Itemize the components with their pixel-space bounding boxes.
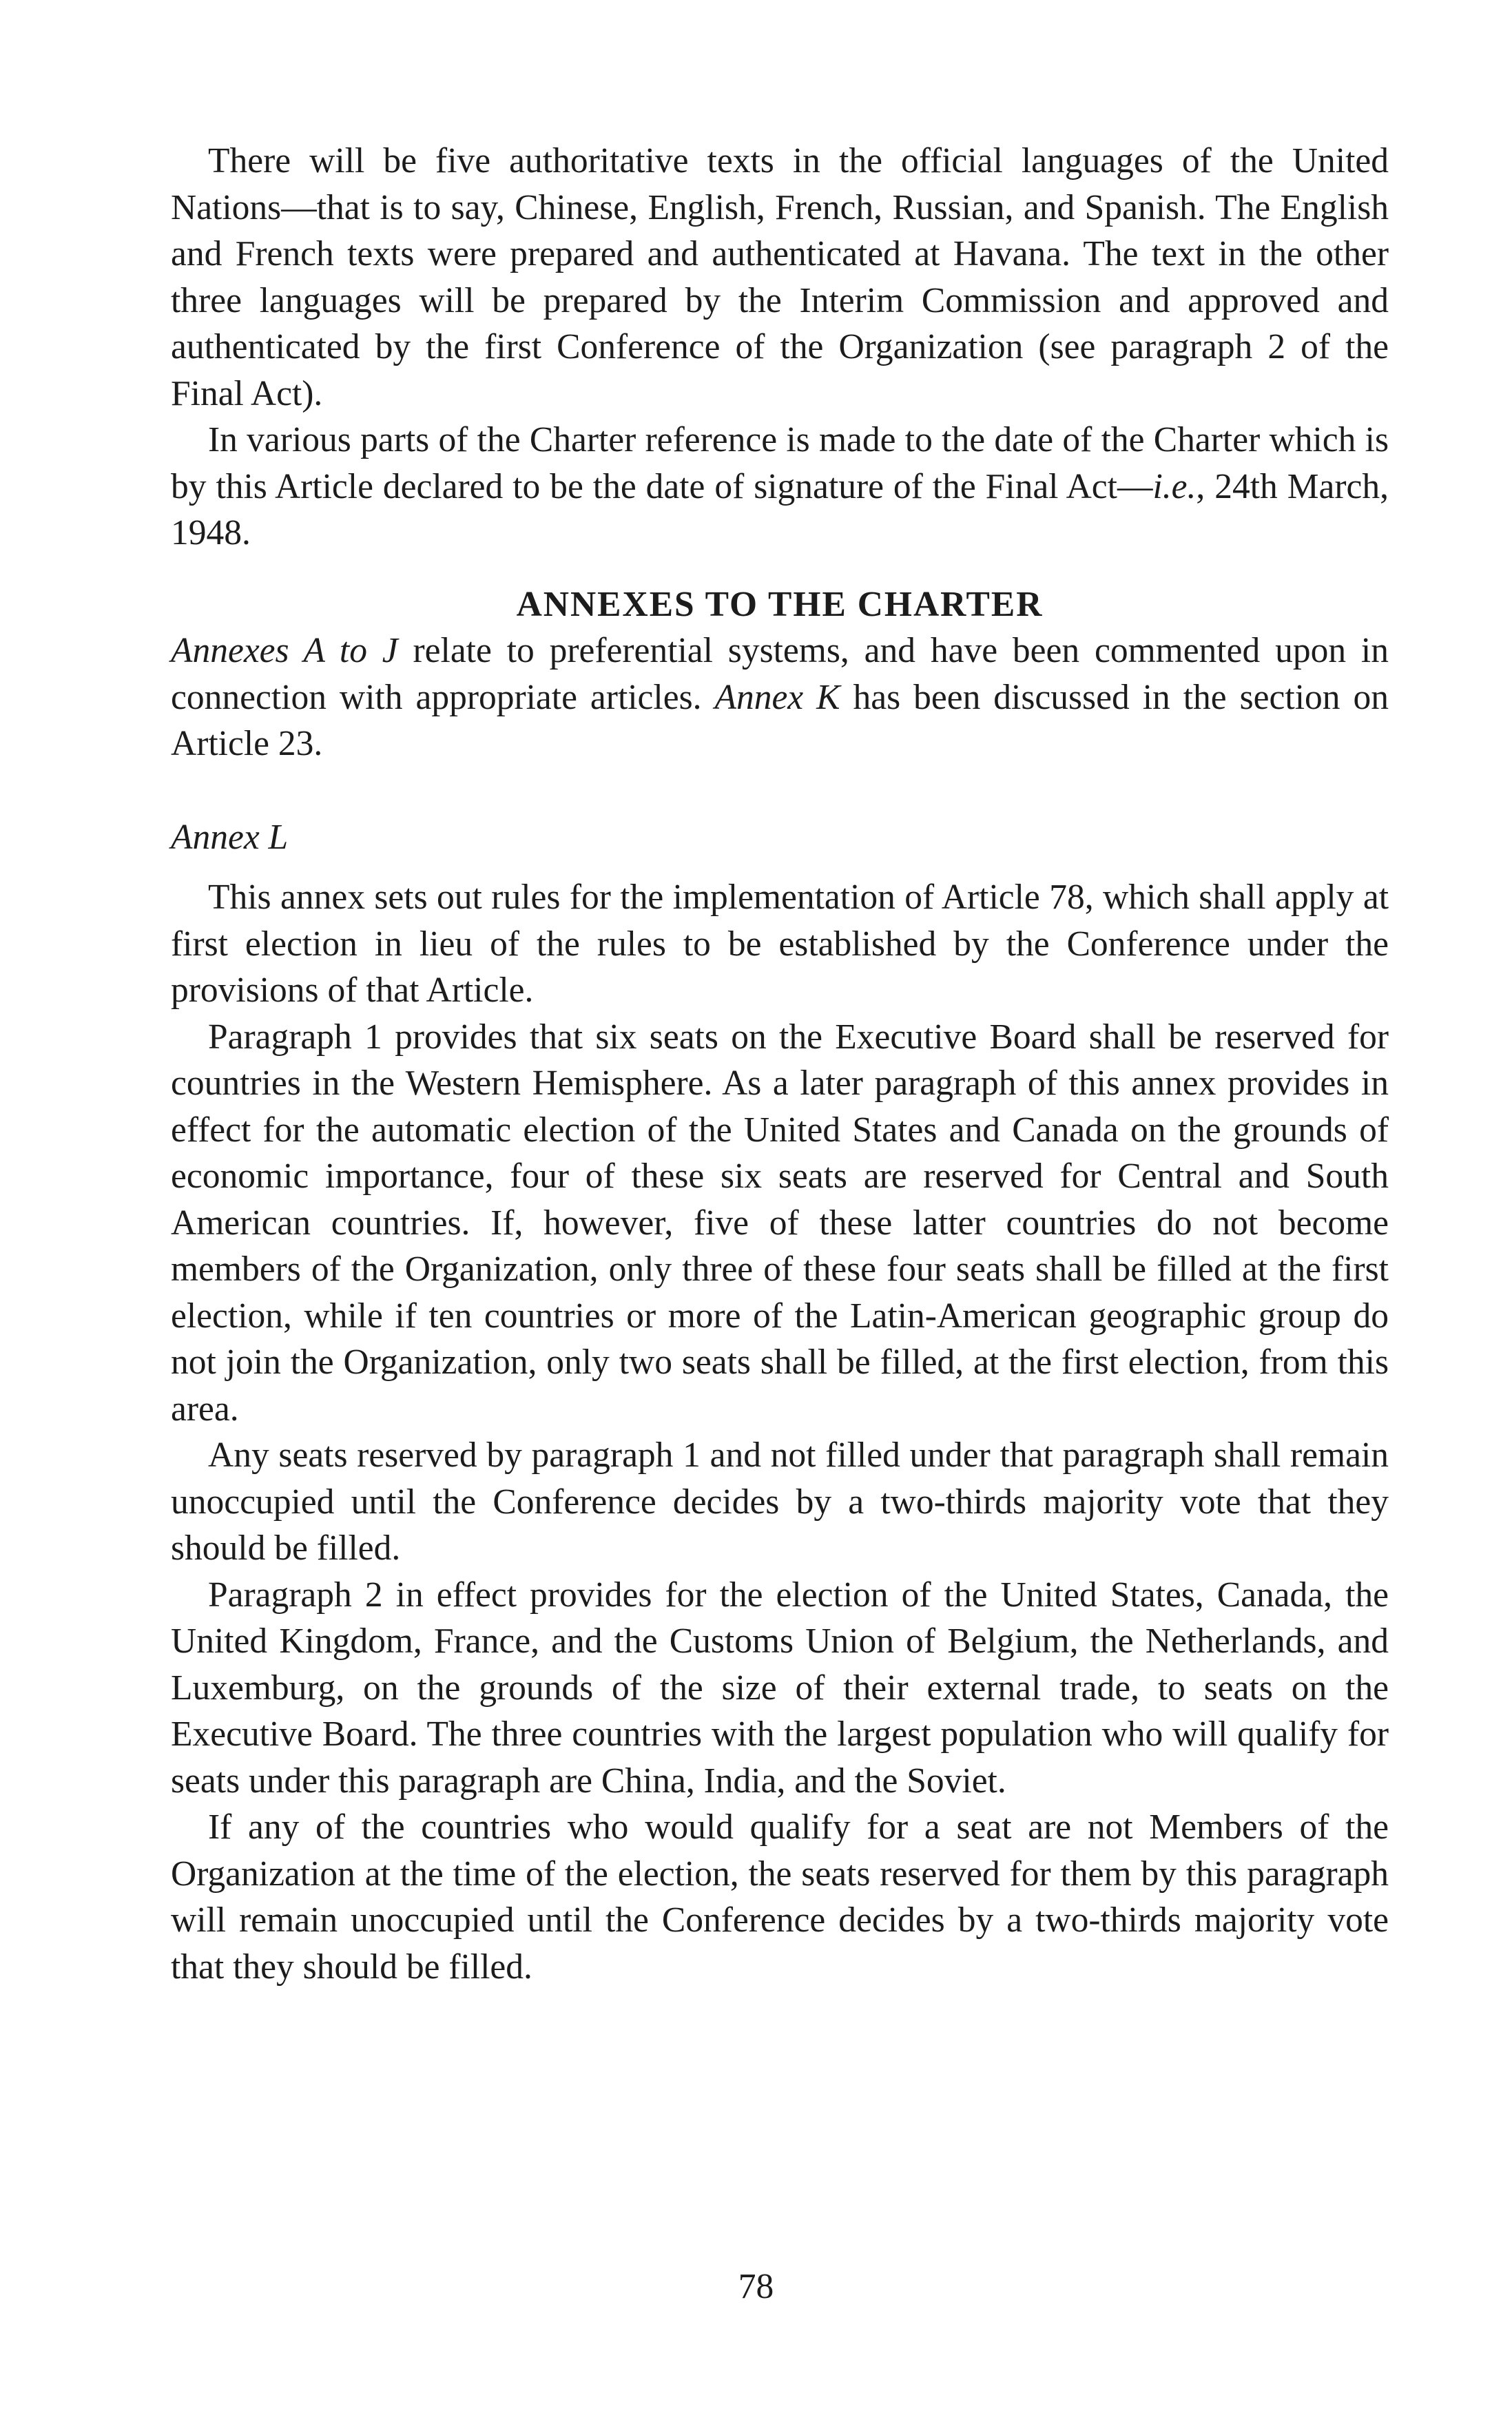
annex-k-label: Annex K (714, 677, 840, 717)
annex-l-heading: Annex L (171, 817, 289, 857)
paragraph-annex-l-western-hemisphere: Paragraph 1 provides that six seats on the Executive Board shall be reserved for countries in the Western Hemisphere. As a later paragraph of this annex provides in effect for the automatic election of the United States and Canada on the grounds of economic importance, four of these six seats are reserved for Central and South American countries. If, however, five of these latter countries do not become members of the Organization, only three of these four seats shall be filled at the first election, while if ten countries or more of the Latin-American geographic group do not join the Organization, only two seats shall be filled, at the first election, from this area. (171, 1017, 1389, 1429)
annexes-para-middle: relate to preferential systems, and have been commented upon in connection with appropriate articles. (171, 631, 1389, 717)
paragraph-charter-date-text: In various parts of the Charter reference is made to the date of the Charter which is by this Article declared to be the date of signature of the Final Act— (171, 420, 1389, 506)
paragraph-authoritative-texts: There will be five authoritative texts in the official languages of the United Nations—that is to say, Chinese, English, French, Russian, and Spanish. The English and French texts were prepared and authenticated at Havana. The text in the other three languages will be prepared by the Interim Commission and approved and authenticated by the first Conference of the Organization (see paragraph 2 of the Final Act). (171, 141, 1389, 413)
ie-abbreviation: i.e. (1152, 466, 1197, 506)
paragraph-annex-l-intro: This annex sets out rules for the implementation of Article 78, which shall apply at first election in lieu of the rules to be established by the Conference under the provisions of that Article. (171, 878, 1389, 1010)
annexes-a-to-j-label: Annexes A to J (171, 631, 398, 670)
annexes-heading: ANNEXES TO THE CHARTER (516, 584, 1044, 624)
paragraph-annexes-a-to-k (171, 628, 1389, 767)
annexes-para-end: has been discussed in the section on Article 23. (171, 677, 1389, 763)
page-body (171, 138, 1389, 1990)
paragraph-annex-l-non-members: If any of the countries who would qualify for a seat are not Members of the Organization at the time of the election, the seats reserved for them by this paragraph will remain unoccupied until the Conference decides by a two-thirds majority vote that they should be filled. (171, 1807, 1389, 1987)
paragraph-annex-l-external-trade: Paragraph 2 in effect provides for the election of the United States, Canada, the United Kingdom, France, and the Customs Union of Belgium, the Netherlands, and Luxemburg, on the grounds of the size of their external trade, to seats on the Executive Board. The three countries with the largest population who will qualify for seats under this paragraph are China, India, and the Soviet. (171, 1575, 1389, 1801)
paragraph-charter-date-end: , 24th March, 1948. (171, 466, 1389, 552)
paragraph-annex-l-unfilled-seats: Any seats reserved by paragraph 1 and not filled under that paragraph shall remain unoccupied until the Conference decides by a two-thirds majority vote that they should be filled. (171, 1436, 1389, 1568)
paragraph-charter-date (171, 417, 1389, 557)
page-number: 78 (738, 2267, 774, 2306)
